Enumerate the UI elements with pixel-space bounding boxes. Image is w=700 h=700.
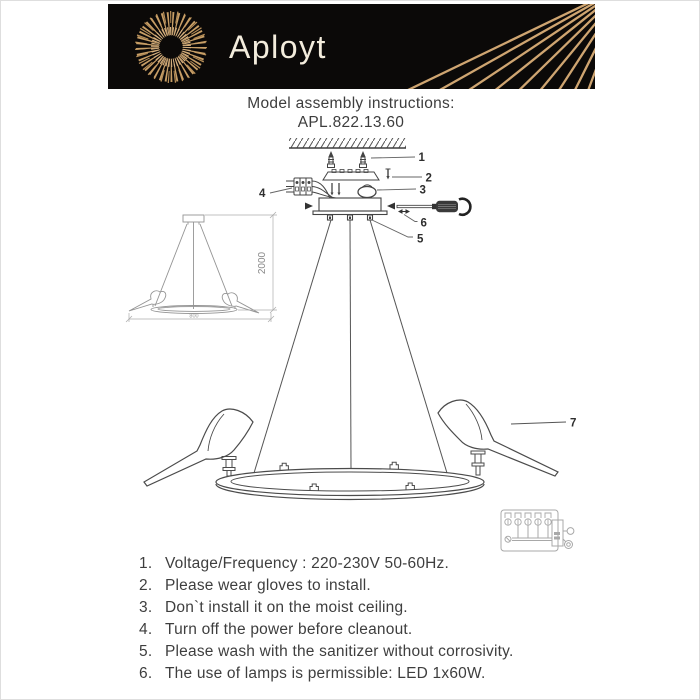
hanging-loop xyxy=(331,183,377,198)
instruction-number: 2. xyxy=(139,576,153,594)
instruction-text: Don`t install it on the moist ceiling. xyxy=(165,598,408,616)
instruction-text: Please wash with the sanitizer without corrosivity. xyxy=(165,642,514,660)
instruction-item xyxy=(139,575,619,597)
callout-6: 6 xyxy=(420,217,427,230)
instruction-number: 3. xyxy=(139,598,153,616)
callout-2: 2 xyxy=(425,172,432,185)
callout-3: 3 xyxy=(419,184,426,197)
assembly-diagram xyxy=(101,131,601,561)
dimension-height-label: 2000 xyxy=(257,251,268,275)
callout-4: 4 xyxy=(259,188,266,200)
dimension-width-label: 800 xyxy=(189,313,199,320)
instruction-text: The use of lamps is permissible: LED 1x60W. xyxy=(165,664,486,682)
instruction-item xyxy=(139,597,619,619)
brand-wordmark: Aployt xyxy=(229,29,327,65)
canopy xyxy=(305,198,395,220)
instructions-list xyxy=(139,553,619,684)
wiring-diagram xyxy=(501,510,574,551)
instruction-item xyxy=(139,553,619,575)
ceiling-hatch xyxy=(289,138,406,148)
callout-5: 5 xyxy=(417,233,424,246)
instruction-item xyxy=(139,663,619,685)
instruction-text: Please wear gloves to install. xyxy=(165,576,371,594)
instruction-number: 5. xyxy=(139,642,153,660)
mounting-bracket xyxy=(323,169,391,180)
instruction-text: Voltage/Frequency : 220-230V 50-60Hz. xyxy=(165,555,449,572)
brand-banner xyxy=(108,4,595,89)
instruction-item xyxy=(139,619,619,641)
banner-graphics xyxy=(108,4,595,89)
screwdriver-icon xyxy=(397,199,470,215)
instruction-number: 4. xyxy=(139,620,153,638)
starburst-logo-icon xyxy=(141,17,201,77)
instruction-item xyxy=(139,641,619,663)
instruction-number: 6. xyxy=(139,664,153,682)
callout-7: 7 xyxy=(570,417,577,430)
instruction-number: 1. xyxy=(139,555,153,572)
callout-1: 1 xyxy=(418,152,425,164)
suspension-cables xyxy=(254,217,447,473)
sheet-title: Model assembly instructions: xyxy=(247,95,455,112)
instruction-text: Turn off the power before cleanout. xyxy=(165,620,413,638)
ring-frame xyxy=(216,462,484,499)
title-block xyxy=(1,94,700,132)
side-view-diagram xyxy=(129,215,259,314)
right-bird-figure xyxy=(438,400,558,476)
model-number: APL.822.13.60 xyxy=(297,114,405,131)
wire-connector xyxy=(286,178,336,198)
mounting-screws xyxy=(328,151,367,168)
